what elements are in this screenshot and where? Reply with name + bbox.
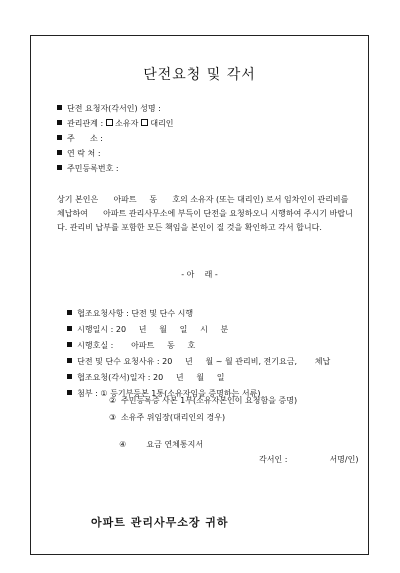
agent-checkbox[interactable] [141, 119, 148, 126]
bullet-square-icon [57, 120, 62, 125]
item-attachment: 첨부 : ① 등기부등본 1통(소유자임을 증명하는 서류) [57, 379, 260, 409]
attachment-item: ② 주민등록증 사본 1부(소유자본인이 요청함을 증명) [109, 396, 298, 405]
item-reason: 단전 및 단수 요청사유 : 20 년 월 ~ 월 관리비, 전기요금, 체납 [57, 347, 330, 377]
below-heading: - 아 래 - [181, 270, 218, 279]
item-request: 협조요청사항 : 단전 및 단수 시행 [57, 299, 193, 329]
bullet-square-icon [57, 105, 62, 110]
document-frame [30, 35, 369, 555]
field-relation: 관리관계 : 소유자 대리인 [57, 119, 174, 129]
body-paragraph: 상기 본인은 아파트 동 호의 소유자 (또는 대리인) 로서 임차인이 관리비를 체납하여 아파트 관리사무소에 부득이 단전을 요청하오니 시행하여 주시기 바랍니다. 관리비 납부를 포함한 모든 책임을 본인이 질 것을 확인하고 각서 합니다. [57, 195, 353, 232]
signature-label: 각서인 : [259, 455, 288, 464]
item-date: 협조요청(각서)일자 : 20 년 월 일 [57, 363, 225, 393]
bullet-square-icon [57, 165, 62, 170]
agent-option-label: 대리인 [150, 119, 174, 128]
attachment-item: ④ 요금 연체통지서 [119, 440, 204, 449]
field-resident-number: 주민등록번호 : [57, 164, 119, 174]
attachment-item: ③ 소유주 위임장(대리인의 경우) [109, 413, 226, 422]
item-datetime: 시행일시 : 20 년 월 일 시 분 [57, 315, 228, 345]
owner-checkbox[interactable] [106, 119, 113, 126]
field-applicant-name: 단전 요청자(각서인) 성명 : [57, 104, 161, 114]
bullet-square-icon [67, 390, 72, 395]
field-contact: 연 락 처 : [57, 149, 101, 159]
recipient-footer: 아파트 관리사무소장 귀하 [91, 516, 229, 529]
item-unit: 시행호실 : 아파트 동 호 [57, 331, 195, 361]
signature-suffix: 서명/인) [329, 455, 359, 464]
signature-line [259, 454, 358, 465]
document-title: 단전요청 및 각서 [143, 67, 256, 83]
owner-option-label: 소유자 [115, 119, 139, 128]
field-address: 주 소 : [57, 134, 103, 144]
bullet-square-icon [57, 135, 62, 140]
bullet-square-icon [57, 150, 62, 155]
